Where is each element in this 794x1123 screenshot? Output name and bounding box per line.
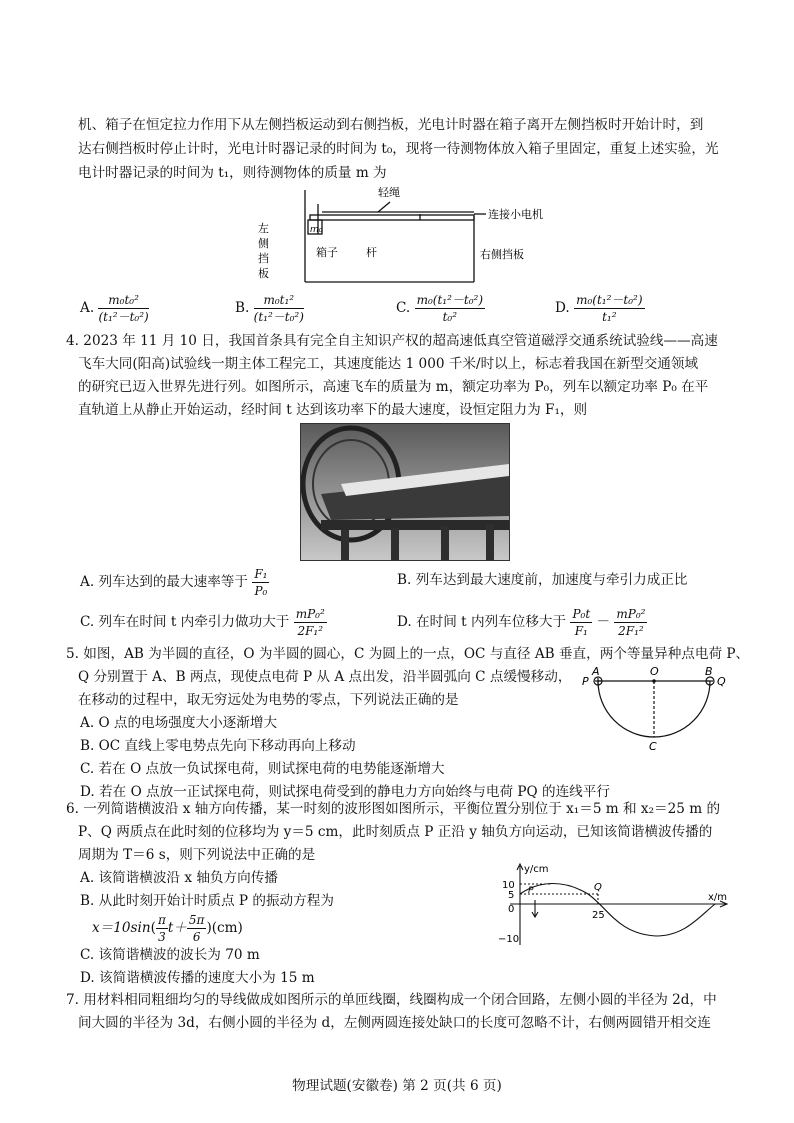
- tick-neg10: −10: [498, 934, 520, 945]
- label-C: C: [649, 740, 657, 753]
- tick-x25: 25: [592, 910, 605, 921]
- label-B: B: [705, 665, 713, 678]
- point-P: P: [528, 886, 534, 896]
- q4-line-3: 的研究已迈入世界先进行列。如图所示，高速飞车的质量为 m，额定功率为 P₀，列车以额定功率 P₀ 在平: [78, 379, 709, 395]
- tick-10: 10: [502, 880, 515, 891]
- y-axis-label: y/cm: [524, 864, 549, 875]
- left-board-label-3: 挡: [258, 252, 269, 265]
- m0-label: m₀: [310, 225, 323, 235]
- label-P: P: [582, 675, 589, 688]
- q3-option-a: A. $\frac{\text{m₀t₀²}}{\text{(t₁²－t₀²)}}$: [80, 293, 149, 324]
- point-Q: Q: [594, 882, 602, 893]
- rope-label: 轻绳: [378, 186, 400, 199]
- q5-semicircle-figure: [580, 664, 730, 754]
- q6-line-3: 周期为 T＝6 s，则下列说法中正确的是: [78, 847, 316, 863]
- left-board-label-1: 左: [258, 222, 269, 235]
- q3-line-2: 达右侧挡板时停止计时，光电计时器记录的时间为 t₀，现将一待测物体放入箱子里固定，重复上述实验，光: [78, 141, 719, 157]
- q5-option-b: B. OC 直线上零电势点先向下移动再向上移动: [80, 738, 356, 754]
- q5-option-d: D. 若在 O 点放一正试探电荷，则试探电荷受到的静电力方向始终与电荷 PQ 的连线平行: [80, 784, 610, 800]
- q4-line-2: 飞车大同(阳高)试验线一期主体工程完工，其速度能达 1 000 千米/时以上，标志着我国在新型交通领域: [78, 356, 699, 372]
- q6-option-b-equation: x＝10sin( $\frac{\pi}{3}$ t＋ $\frac{5\pi}{6}$ )(cm): [92, 913, 243, 944]
- q5-line-2: Q 分别置于 A、B 两点，现使点电荷 P 从 A 点出发，沿半圆弧向 C 点缓慢移动，: [78, 669, 572, 685]
- q5-line-3: 在移动的过程中，取无穷远处为电势的零点，下列说法正确的是: [78, 692, 459, 708]
- q3-option-d: D. $\frac{\text{m₀(t₁²－t₀²)}}{\text{t₁²}}$: [555, 293, 643, 324]
- tick-0: 0: [508, 904, 515, 915]
- q6-line-1: 6. 一列简谐横波沿 x 轴方向传播，某一时刻的波形图如图所示，平衡位置分别位于 x₁＝5 m 和 x₂＝25 m 的: [66, 801, 721, 817]
- q5-option-a: A. O 点的电场强度大小逐渐增大: [80, 715, 278, 731]
- q6-option-b: B. 从此时刻开始计时质点 P 的振动方程为: [80, 893, 334, 909]
- motor-label: 连接小电机: [488, 208, 543, 221]
- left-board-label-4: 板: [258, 267, 269, 280]
- label-A: A: [592, 665, 600, 678]
- right-board-label: 右侧挡板: [480, 248, 524, 261]
- q7-line-1: 7. 用材料相同粗细均匀的导线做成如图所示的单匝线圈，线圈构成一个闭合回路，左侧小圆的半径为 2d，中: [66, 992, 717, 1008]
- q3-option-c: C. $\frac{\text{m₀(t₁²－t₀²)}}{\text{t₀²}}$: [396, 293, 484, 324]
- q4-option-a: A. 列车达到的最大速率等于 $\frac{\text{F₁}}{\text{P₀}}$: [80, 567, 268, 598]
- q5-option-c: C. 若在 O 点放一负试探电荷，则试探电荷的电势能逐渐增大: [80, 761, 445, 777]
- q4-option-c: C. 列车在时间 t 内牵引力做功大于 $\frac{\text{mP₀²}}{\text{2F₁²}}$: [80, 607, 325, 638]
- q3-apparatus-figure: [250, 182, 560, 288]
- q3-line-1: 机、箱子在恒定拉力作用下从左侧挡板运动到右侧挡板，光电计时器在箱子离开左侧挡板时开始计时，到: [78, 117, 704, 133]
- q4-option-d: D. 在时间 t 内列车位移大于 $\frac{\text{P₀t}}{\text{F₁}}$ － $\frac{\text{mP₀²}}{\text{2F₁²}}$: [397, 607, 646, 638]
- q4-line-1: 4. 2023 年 11 月 10 日，我国首条具有完全自主知识产权的超高速低真空管道磁浮交通系统试验线——高速: [66, 333, 718, 349]
- q5-line-1: 5. 如图，AB 为半圆的直径，O 为半圆的圆心，C 为圆上的一点，OC 与直径 AB 垂直，两个等量异种点电荷 P、: [66, 646, 750, 662]
- q3-option-b: B. $\frac{\text{m₀t₁²}}{\text{(t₁²－t₀²)}}$: [235, 293, 304, 324]
- maglev-train-photo: [300, 423, 510, 561]
- q3-line-3: 电计时器记录的时间为 t₁，则待测物体的质量 m 为: [78, 165, 387, 181]
- q6-option-a: A. 该简谐横波沿 x 轴负方向传播: [80, 870, 278, 886]
- x-axis-label: x/m: [708, 892, 728, 903]
- label-O: O: [650, 665, 659, 678]
- label-Q: Q: [717, 675, 726, 688]
- tick-5: 5: [508, 890, 515, 901]
- q6-line-2: P、Q 两质点在此时刻的位移均为 y＝5 cm，此时刻质点 P 正沿 y 轴负方向运动，已知该简谐横波传播的: [78, 824, 713, 840]
- box-label: 箱子: [316, 246, 338, 259]
- q4-option-b: B. 列车达到最大速度前，加速度与牵引力成正比: [397, 572, 688, 588]
- rod-label: 杆: [366, 246, 377, 259]
- left-board-label-2: 侧: [258, 237, 269, 250]
- q6-option-d: D. 该简谐横波传播的速度大小为 15 m: [80, 970, 315, 986]
- q4-line-4: 直轨道上从静止开始运动，经时间 t 达到该功率下的最大速度，设恒定阻力为 F₁，则: [78, 402, 588, 418]
- q6-wave-figure: [490, 860, 740, 950]
- page-footer: 物理试题(安徽卷) 第 2 页(共 6 页): [292, 1078, 502, 1094]
- q6-option-c: C. 该简谐横波的波长为 70 m: [80, 947, 260, 963]
- q7-line-2: 间大圆的半径为 3d，右侧小圆的半径为 d，左侧两圆连接处缺口的长度可忽略不计，右侧两圆错开相交连: [78, 1015, 711, 1031]
